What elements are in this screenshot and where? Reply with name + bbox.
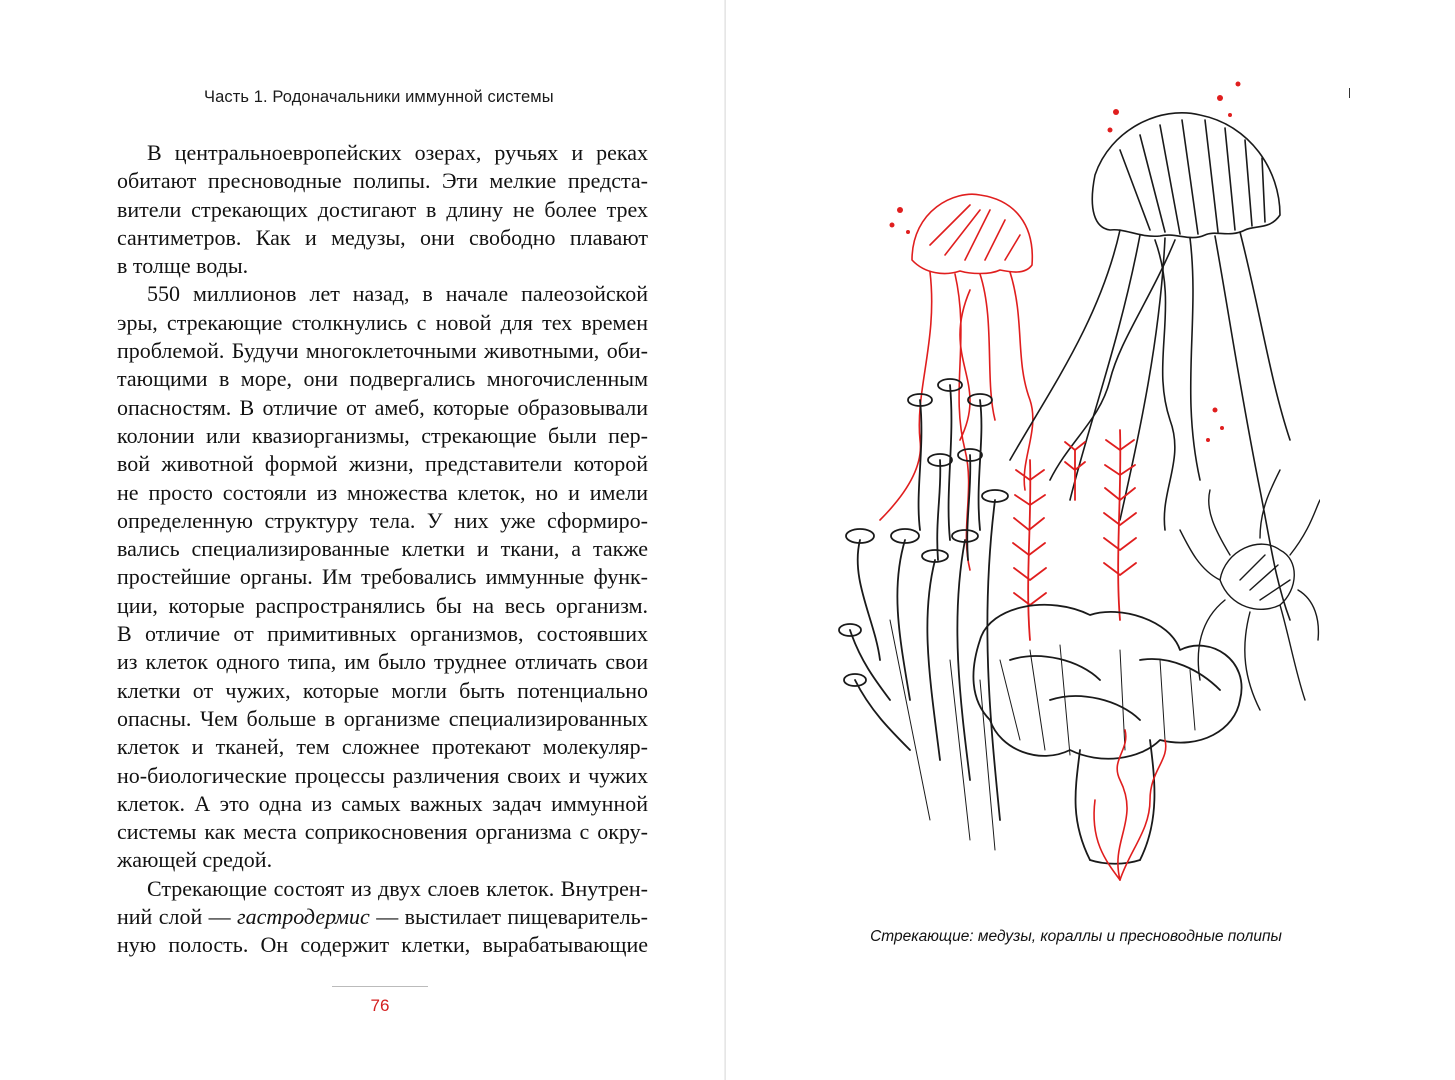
text-fragment: ний слой — — [117, 904, 237, 930]
text-line: вители стрекающих достигают в длину не более трех — [117, 196, 648, 222]
text-line: клеток. А это одна из самых важных задач иммунной — [117, 790, 648, 816]
left-page — [0, 0, 726, 1080]
cnidaria-illustration — [820, 60, 1320, 900]
text-line: не просто состояли из множества клеток, но и имели — [117, 479, 648, 505]
text-line: 550 миллионов лет назад, в начале палеозойской — [147, 281, 648, 307]
text-line: клетки от чужих, которые могли быть потенциально — [117, 677, 648, 703]
text-line: проблемой. Будучи многоклеточными животными, оби- — [117, 338, 648, 364]
red-dots — [890, 82, 1241, 443]
text-line: из клеток одного типа, им было труднее отличать свои — [117, 649, 648, 675]
text-line: системы как места соприкосновения организма с окру- — [117, 819, 648, 845]
body-text — [117, 139, 648, 960]
text-line: простейшие органы. Им требовались иммунные функ- — [117, 564, 648, 590]
text-line: опасностям. В отличие от амеб, которые образовывали — [117, 394, 648, 420]
text-line-with-term — [117, 903, 648, 931]
text-line: но-биологические процессы различения своих и чужих — [117, 762, 648, 788]
red-jellyfish — [880, 194, 1033, 570]
text-line: в толще воды. — [117, 253, 249, 279]
text-line: В отличие от примитивных организмов, состоявших — [117, 621, 648, 647]
figure-caption: Стрекающие: медузы, кораллы и пресноводные полипы — [870, 928, 1282, 945]
text-fragment: — выстилает пищеваритель- — [369, 904, 648, 930]
text-line: определенную структуру тела. У них уже сформиро- — [117, 507, 648, 533]
black-jellyfish — [1010, 113, 1290, 620]
text-line: ную полость. Он содержит клетки, вырабатывающие — [117, 932, 648, 958]
text-line: вой животной формой жизни, представители которой — [117, 451, 648, 477]
tube-coral — [839, 379, 1008, 850]
footer-rule — [332, 986, 428, 987]
text-line: сантиметров. Как и медузы, они свободно плавают — [117, 224, 648, 250]
text-line: колонии или квазиорганизмы, стрекающие были пер- — [117, 422, 648, 448]
text-line: тающими в море, они подвергались многочисленным — [117, 366, 648, 392]
text-line: клеток и тканей, тем сложнее протекают молекуляр- — [117, 734, 648, 760]
page-mark — [1349, 88, 1350, 98]
text-line: эры, стрекающие столкнулись с новой для тех времен — [117, 309, 648, 335]
text-line: жающей средой. — [117, 847, 273, 873]
term-gastrodermis: гастродермис — [236, 904, 370, 930]
text-line: обитают пресноводные полипы. Эти мелкие предста- — [117, 168, 648, 194]
text-line: Стрекающие состоят из двух слоев клеток. Внутрен- — [147, 875, 648, 901]
page-number: 76 — [370, 996, 390, 1015]
text-line: вались специализированные клетки и ткани, а также — [117, 536, 648, 562]
text-line: В центральноевропейских озерах, ручьях и реках — [147, 140, 648, 165]
text-line: ции, которые распространялись бы на весь организм. — [117, 592, 648, 618]
text-line: опасны. Чем больше в организме специализированных — [117, 705, 648, 731]
mushroom-coral — [973, 605, 1241, 864]
running-head: Часть 1. Родоначальники иммунной системы — [204, 88, 554, 106]
